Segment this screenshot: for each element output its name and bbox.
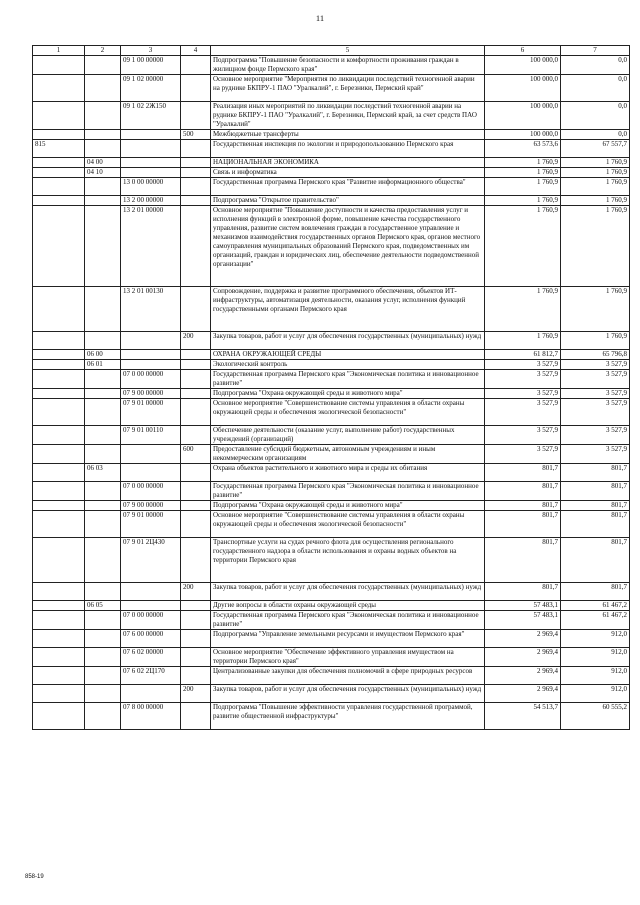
target-article-cell — [121, 140, 181, 158]
amount-2021-cell: 912,0 — [561, 667, 630, 685]
territory-code-cell — [33, 350, 85, 360]
amount-2021-cell: 3 527,9 — [561, 399, 630, 426]
table-row — [33, 538, 630, 583]
item-name-cell: Государственная программа Пермского края "Экономическая политика и инновационное развитие" — [211, 370, 485, 389]
amount-2021-cell: 801,7 — [561, 501, 630, 511]
item-name-cell: Подпрограмма "Охрана окружающей среды и животного мира" — [211, 389, 485, 399]
amount-2020-cell: 801,7 — [485, 511, 561, 538]
amount-2020-cell: 3 527,9 — [485, 360, 561, 370]
item-name-cell: Закупка товаров, работ и услуг для обеспечения государственных (муниципальных) нужд — [211, 583, 485, 601]
table-row — [33, 206, 630, 287]
item-name-cell: Подпрограмма "Повышение эффективности управления государственной программой, развитие общественной инфраструктуры" — [211, 703, 485, 730]
territory-code-cell — [33, 206, 85, 287]
item-name-cell: Связь и информатика — [211, 168, 485, 178]
amount-2021-cell: 1 760,9 — [561, 168, 630, 178]
table-row — [33, 583, 630, 601]
section-code-cell — [85, 583, 121, 601]
section-code-cell — [85, 511, 121, 538]
territory-code-cell — [33, 630, 85, 648]
table-row — [33, 56, 630, 75]
column-header: 6 — [485, 46, 561, 56]
amount-2021-cell: 60 555,2 — [561, 703, 630, 730]
territory-code-cell — [33, 511, 85, 538]
territory-code-cell — [33, 130, 85, 140]
section-code-cell — [85, 667, 121, 685]
section-code-cell — [85, 56, 121, 75]
expense-type-cell — [181, 538, 211, 583]
item-name-cell: Государственная программа Пермского края "Развитие информационного общества" — [211, 178, 485, 196]
territory-code-cell — [33, 75, 85, 102]
target-article-cell: 07 0 00 00000 — [121, 611, 181, 630]
expense-type-cell — [181, 389, 211, 399]
item-name-cell: Основное мероприятие "Обеспечение эффективного управления имуществом на территории Пермского края" — [211, 648, 485, 667]
target-article-cell — [121, 464, 181, 482]
target-article-cell — [121, 583, 181, 601]
amount-2021-cell: 3 527,9 — [561, 426, 630, 445]
table-row — [33, 601, 630, 611]
section-code-cell — [85, 332, 121, 350]
amount-2021-cell: 1 760,9 — [561, 158, 630, 168]
amount-2021-cell: 61 467,2 — [561, 601, 630, 611]
table-row — [33, 158, 630, 168]
amount-2020-cell: 63 573,6 — [485, 140, 561, 158]
item-name-cell: Государственная инспекция по экологии и природопользованию Пермского края — [211, 140, 485, 158]
footer-code: 858-19 — [25, 874, 44, 880]
amount-2021-cell: 801,7 — [561, 464, 630, 482]
amount-2021-cell: 0,0 — [561, 130, 630, 140]
table-row — [33, 445, 630, 464]
section-code-cell — [85, 130, 121, 140]
expense-type-cell: 500 — [181, 130, 211, 140]
expense-type-cell — [181, 178, 211, 196]
amount-2021-cell: 912,0 — [561, 685, 630, 703]
target-article-cell — [121, 350, 181, 360]
item-name-cell: Закупка товаров, работ и услуг для обеспечения государственных (муниципальных) нужд — [211, 332, 485, 350]
territory-code-cell — [33, 389, 85, 399]
expense-type-cell: 200 — [181, 332, 211, 350]
amount-2020-cell: 1 760,9 — [485, 287, 561, 332]
target-article-cell — [121, 332, 181, 350]
budget-table — [32, 45, 630, 730]
table-row — [33, 389, 630, 399]
item-name-cell: Основное мероприятие "Повышение доступности и качества предоставления услуг и исполнения функций в электронной форме, повышение качества государственного управления, развитие систем вовлечения граждан в государственное управление и механизмов взаимодействия государственных органов Пермского края, органов местного самоуправления муниципальных образований Пермского края, подведомственных им организаций, граждан и юридических лиц, обеспечение деятельности подведомственной организации" — [211, 206, 485, 287]
amount-2020-cell: 100 000,0 — [485, 56, 561, 75]
item-name-cell: Подпрограмма "Управление земельными ресурсами и имуществом Пермского края" — [211, 630, 485, 648]
territory-code-cell — [33, 648, 85, 667]
item-name-cell: Государственная программа Пермского края "Экономическая политика и инновационное развитие" — [211, 482, 485, 501]
amount-2021-cell: 3 527,9 — [561, 445, 630, 464]
territory-code-cell — [33, 426, 85, 445]
expense-type-cell — [181, 196, 211, 206]
amount-2021-cell: 1 760,9 — [561, 196, 630, 206]
item-name-cell: Подпрограмма "Повышение безопасности и комфортности проживания граждан в жилищном фонде Пермского края" — [211, 56, 485, 75]
territory-code-cell — [33, 445, 85, 464]
target-article-cell: 07 6 02 00000 — [121, 648, 181, 667]
amount-2020-cell: 801,7 — [485, 501, 561, 511]
item-name-cell: Другие вопросы в области охраны окружающей среды — [211, 601, 485, 611]
section-code-cell — [85, 206, 121, 287]
amount-2020-cell: 1 760,9 — [485, 158, 561, 168]
page-number: 11 — [315, 13, 325, 23]
target-article-cell — [121, 158, 181, 168]
target-article-cell: 13 0 00 00000 — [121, 178, 181, 196]
amount-2020-cell: 3 527,9 — [485, 389, 561, 399]
item-name-cell: Закупка товаров, работ и услуг для обеспечения государственных (муниципальных) нужд — [211, 685, 485, 703]
expense-type-cell — [181, 511, 211, 538]
amount-2020-cell: 2 969,4 — [485, 648, 561, 667]
amount-2021-cell: 61 467,2 — [561, 611, 630, 630]
territory-code-cell — [33, 611, 85, 630]
amount-2021-cell: 3 527,9 — [561, 389, 630, 399]
target-article-cell: 07 0 00 00000 — [121, 370, 181, 389]
territory-code-cell — [33, 501, 85, 511]
section-code-cell — [85, 370, 121, 389]
item-name-cell: Основное мероприятие "Мероприятия по ликвидации последствий техногенной аварии на руднике БКПРУ-1 ПАО "Уралкалий", г. Березники, Пермский край" — [211, 75, 485, 102]
expense-type-cell — [181, 206, 211, 287]
item-name-cell: Обеспечение деятельности (оказание услуг, выполнение работ) государственных учреждений (организаций) — [211, 426, 485, 445]
territory-code-cell — [33, 370, 85, 389]
expense-type-cell — [181, 370, 211, 389]
amount-2021-cell: 1 760,9 — [561, 178, 630, 196]
table-row — [33, 178, 630, 196]
territory-code-cell — [33, 601, 85, 611]
section-code-cell — [85, 445, 121, 464]
section-code-cell: 06 03 — [85, 464, 121, 482]
section-code-cell — [85, 685, 121, 703]
expense-type-cell: 200 — [181, 583, 211, 601]
target-article-cell: 07 9 00 00000 — [121, 501, 181, 511]
territory-code-cell — [33, 178, 85, 196]
item-name-cell: Централизованные закупки для обеспечения полномочий в сфере природных ресурсов — [211, 667, 485, 685]
section-code-cell — [85, 140, 121, 158]
table-row — [33, 667, 630, 685]
amount-2020-cell: 57 483,1 — [485, 611, 561, 630]
expense-type-cell — [181, 168, 211, 178]
territory-code-cell — [33, 399, 85, 426]
expense-type-cell — [181, 287, 211, 332]
table-row — [33, 196, 630, 206]
amount-2020-cell: 57 483,1 — [485, 601, 561, 611]
territory-code-cell — [33, 196, 85, 206]
amount-2020-cell: 1 760,9 — [485, 178, 561, 196]
target-article-cell: 07 0 00 00000 — [121, 482, 181, 501]
section-code-cell — [85, 178, 121, 196]
expense-type-cell — [181, 611, 211, 630]
expense-type-cell — [181, 703, 211, 730]
target-article-cell: 07 9 01 2Ц430 — [121, 538, 181, 583]
section-code-cell — [85, 196, 121, 206]
column-header: 1 — [33, 46, 85, 56]
amount-2020-cell: 801,7 — [485, 538, 561, 583]
expense-type-cell — [181, 360, 211, 370]
table-row — [33, 426, 630, 445]
amount-2021-cell: 912,0 — [561, 648, 630, 667]
table-body — [33, 56, 630, 730]
item-name-cell: Экологический контроль — [211, 360, 485, 370]
table-row — [33, 611, 630, 630]
amount-2020-cell: 100 000,0 — [485, 102, 561, 130]
territory-code-cell — [33, 685, 85, 703]
target-article-cell — [121, 130, 181, 140]
column-header: 2 — [85, 46, 121, 56]
item-name-cell: Сопровождение, поддержка и развитие программного обеспечения, объектов ИТ-инфраструктуры, автоматизация деятельности, оказания услуг, исполнения функций государственными органами Пермского края — [211, 287, 485, 332]
amount-2021-cell: 1 760,9 — [561, 206, 630, 287]
expense-type-cell: 200 — [181, 685, 211, 703]
target-article-cell — [121, 360, 181, 370]
section-code-cell — [85, 75, 121, 102]
table-row — [33, 511, 630, 538]
target-article-cell — [121, 168, 181, 178]
target-article-cell: 13 2 01 00130 — [121, 287, 181, 332]
expense-type-cell — [181, 667, 211, 685]
section-code-cell — [85, 287, 121, 332]
section-code-cell: 06 01 — [85, 360, 121, 370]
section-code-cell: 06 05 — [85, 601, 121, 611]
item-name-cell: Государственная программа Пермского края "Экономическая политика и инновационное развитие" — [211, 611, 485, 630]
column-header: 4 — [181, 46, 211, 56]
table-row — [33, 130, 630, 140]
amount-2020-cell: 801,7 — [485, 464, 561, 482]
section-code-cell — [85, 611, 121, 630]
amount-2020-cell: 2 969,4 — [485, 685, 561, 703]
expense-type-cell — [181, 482, 211, 501]
item-name-cell: Подпрограмма "Охрана окружающей среды и животного мира" — [211, 501, 485, 511]
expense-type-cell — [181, 648, 211, 667]
table-row — [33, 360, 630, 370]
section-code-cell — [85, 482, 121, 501]
territory-code-cell — [33, 168, 85, 178]
territory-code-cell — [33, 464, 85, 482]
section-code-cell: 04 00 — [85, 158, 121, 168]
table-row — [33, 140, 630, 158]
amount-2021-cell: 0,0 — [561, 56, 630, 75]
column-header: 3 — [121, 46, 181, 56]
table-row — [33, 75, 630, 102]
amount-2020-cell: 3 527,9 — [485, 399, 561, 426]
amount-2020-cell: 61 812,7 — [485, 350, 561, 360]
amount-2020-cell: 1 760,9 — [485, 196, 561, 206]
amount-2021-cell: 1 760,9 — [561, 287, 630, 332]
amount-2021-cell: 801,7 — [561, 538, 630, 583]
section-code-cell — [85, 426, 121, 445]
item-name-cell: Охрана объектов растительного и животного мира и среды их обитания — [211, 464, 485, 482]
table-row — [33, 464, 630, 482]
section-code-cell: 06 00 — [85, 350, 121, 360]
target-article-cell: 07 9 01 00000 — [121, 511, 181, 538]
table-row — [33, 482, 630, 501]
table-row — [33, 168, 630, 178]
item-name-cell: Предоставление субсидий бюджетным, автономным учреждениям и иным некоммерческим организациям — [211, 445, 485, 464]
amount-2021-cell: 1 760,9 — [561, 332, 630, 350]
amount-2020-cell: 801,7 — [485, 583, 561, 601]
table-row — [33, 102, 630, 130]
target-article-cell: 13 2 00 00000 — [121, 196, 181, 206]
table-row — [33, 703, 630, 730]
amount-2020-cell: 2 969,4 — [485, 630, 561, 648]
amount-2020-cell: 2 969,4 — [485, 667, 561, 685]
section-code-cell: 04 10 — [85, 168, 121, 178]
territory-code-cell — [33, 703, 85, 730]
expense-type-cell — [181, 501, 211, 511]
table-row — [33, 685, 630, 703]
amount-2021-cell: 67 557,7 — [561, 140, 630, 158]
amount-2021-cell: 3 527,9 — [561, 360, 630, 370]
territory-code-cell — [33, 538, 85, 583]
amount-2020-cell: 3 527,9 — [485, 370, 561, 389]
expense-type-cell — [181, 464, 211, 482]
territory-code-cell: 815 — [33, 140, 85, 158]
amount-2020-cell: 100 000,0 — [485, 130, 561, 140]
territory-code-cell — [33, 360, 85, 370]
target-article-cell: 09 1 02 2Ж150 — [121, 102, 181, 130]
territory-code-cell — [33, 482, 85, 501]
amount-2020-cell: 801,7 — [485, 482, 561, 501]
expense-type-cell — [181, 158, 211, 168]
amount-2021-cell: 912,0 — [561, 630, 630, 648]
item-name-cell: Реализация иных мероприятий по ликвидации последствий техногенной аварии на руднике БКПРУ-1 ПАО "Уралкалий", г. Березники, Пермский край, за счет средств ПАО "Уралкалий" — [211, 102, 485, 130]
territory-code-cell — [33, 332, 85, 350]
target-article-cell — [121, 685, 181, 703]
amount-2021-cell: 801,7 — [561, 482, 630, 501]
section-code-cell — [85, 538, 121, 583]
target-article-cell: 07 9 01 00000 — [121, 399, 181, 426]
table-row — [33, 399, 630, 426]
item-name-cell: НАЦИОНАЛЬНАЯ ЭКОНОМИКА — [211, 158, 485, 168]
expense-type-cell: 600 — [181, 445, 211, 464]
territory-code-cell — [33, 667, 85, 685]
amount-2020-cell: 100 000,0 — [485, 75, 561, 102]
table-row — [33, 630, 630, 648]
section-code-cell — [85, 389, 121, 399]
amount-2020-cell: 54 513,7 — [485, 703, 561, 730]
target-article-cell: 09 1 00 00000 — [121, 56, 181, 75]
target-article-cell: 07 8 00 00000 — [121, 703, 181, 730]
table-header-row — [33, 46, 630, 56]
target-article-cell: 07 9 01 00110 — [121, 426, 181, 445]
table-row — [33, 648, 630, 667]
territory-code-cell — [33, 56, 85, 75]
amount-2020-cell: 1 760,9 — [485, 206, 561, 287]
amount-2021-cell: 65 796,8 — [561, 350, 630, 360]
table-row — [33, 350, 630, 360]
table-row — [33, 287, 630, 332]
amount-2020-cell: 1 760,9 — [485, 168, 561, 178]
amount-2021-cell: 3 527,9 — [561, 370, 630, 389]
section-code-cell — [85, 648, 121, 667]
item-name-cell: Подпрограмма "Открытое правительство" — [211, 196, 485, 206]
amount-2020-cell: 3 527,9 — [485, 426, 561, 445]
expense-type-cell — [181, 102, 211, 130]
amount-2021-cell: 0,0 — [561, 75, 630, 102]
item-name-cell: Транспортные услуги на судах речного флота для осуществления регионального государственного надзора в области использования и охраны водных объектов на территории Пермского края — [211, 538, 485, 583]
territory-code-cell — [33, 158, 85, 168]
target-article-cell: 07 6 02 2Ц170 — [121, 667, 181, 685]
item-name-cell: ОХРАНА ОКРУЖАЮЩЕЙ СРЕДЫ — [211, 350, 485, 360]
amount-2020-cell: 3 527,9 — [485, 445, 561, 464]
expense-type-cell — [181, 399, 211, 426]
expense-type-cell — [181, 140, 211, 158]
target-article-cell — [121, 445, 181, 464]
section-code-cell — [85, 501, 121, 511]
table-row — [33, 332, 630, 350]
expense-type-cell — [181, 56, 211, 75]
amount-2020-cell: 1 760,9 — [485, 332, 561, 350]
expense-type-cell — [181, 350, 211, 360]
table-row — [33, 501, 630, 511]
section-code-cell — [85, 399, 121, 426]
section-code-cell — [85, 102, 121, 130]
amount-2021-cell: 801,7 — [561, 583, 630, 601]
amount-2021-cell: 0,0 — [561, 102, 630, 130]
target-article-cell: 13 2 01 00000 — [121, 206, 181, 287]
territory-code-cell — [33, 287, 85, 332]
target-article-cell: 09 1 02 00000 — [121, 75, 181, 102]
item-name-cell: Основное мероприятие "Совершенствование системы управления в области охраны окружающей среды и обеспечения экологической безопасности" — [211, 511, 485, 538]
item-name-cell: Межбюджетные трансферты — [211, 130, 485, 140]
table-row — [33, 370, 630, 389]
section-code-cell — [85, 703, 121, 730]
target-article-cell — [121, 601, 181, 611]
expense-type-cell — [181, 426, 211, 445]
expense-type-cell — [181, 630, 211, 648]
amount-2021-cell: 801,7 — [561, 511, 630, 538]
target-article-cell: 07 6 00 00000 — [121, 630, 181, 648]
expense-type-cell — [181, 75, 211, 102]
target-article-cell: 07 9 00 00000 — [121, 389, 181, 399]
territory-code-cell — [33, 583, 85, 601]
territory-code-cell — [33, 102, 85, 130]
column-header: 7 — [561, 46, 630, 56]
column-header: 5 — [211, 46, 485, 56]
expense-type-cell — [181, 601, 211, 611]
section-code-cell — [85, 630, 121, 648]
item-name-cell: Основное мероприятие "Совершенствование системы управления в области охраны окружающей среды и обеспечения экологической безопасности" — [211, 399, 485, 426]
